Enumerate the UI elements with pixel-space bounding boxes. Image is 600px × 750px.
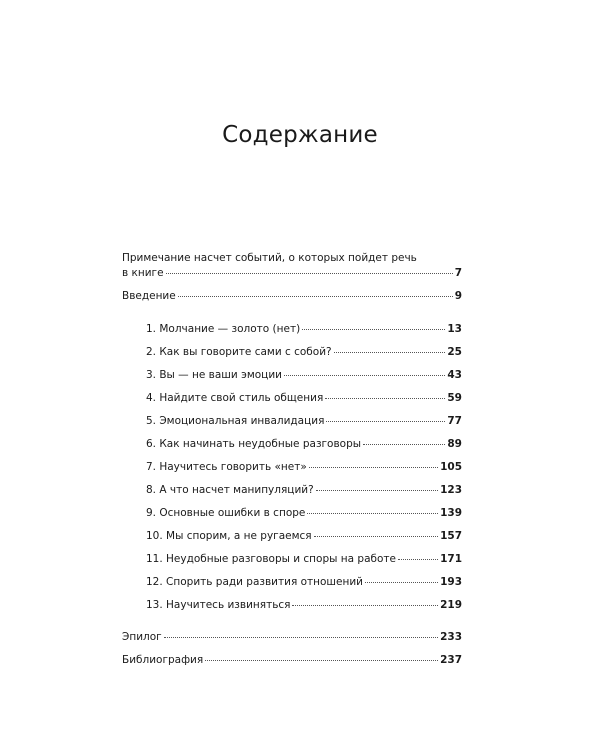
leader-dots bbox=[334, 351, 446, 353]
leader-dots bbox=[164, 636, 438, 638]
toc-entry-chapter-10[interactable] bbox=[146, 530, 462, 543]
toc-entry-chapter-8[interactable] bbox=[146, 484, 462, 497]
toc-entry-page: 9 bbox=[454, 290, 462, 302]
toc-entry-text: 1. Молчание — золото (нет) bbox=[146, 323, 301, 335]
toc-entry-text: Эпилог bbox=[122, 631, 162, 643]
leader-dots bbox=[284, 374, 445, 376]
toc-entry-page: 233 bbox=[440, 631, 462, 643]
toc-entry-text: в книге bbox=[122, 267, 164, 279]
toc-entry-bibliography[interactable] bbox=[122, 654, 462, 667]
toc-entry-page: 123 bbox=[440, 484, 462, 496]
toc-entry-text: 8. А что насчет манипуляций? bbox=[146, 484, 314, 496]
leader-dots bbox=[292, 604, 438, 606]
toc-entry-chapter-7[interactable] bbox=[146, 461, 462, 474]
leader-dots bbox=[166, 272, 453, 274]
leader-dots bbox=[363, 443, 445, 445]
toc-entry-chapter-1[interactable] bbox=[146, 323, 462, 336]
toc-entry-text: 6. Как начинать неудобные разговоры bbox=[146, 438, 362, 450]
toc-entry-text: Библиография bbox=[122, 654, 204, 666]
toc-entry-page: 43 bbox=[447, 369, 462, 381]
toc-entry-chapter-6[interactable] bbox=[146, 438, 462, 451]
toc-entry-chapter-9[interactable] bbox=[146, 507, 462, 520]
toc-entry-page: 13 bbox=[447, 323, 462, 335]
toc-entry-text: 13. Научитесь извиняться bbox=[146, 599, 291, 611]
leader-dots bbox=[178, 295, 453, 297]
toc-entry-page: 171 bbox=[440, 553, 462, 565]
toc-entry-text: 5. Эмоциональная инвалидация bbox=[146, 415, 325, 427]
toc-entry-text: Введение bbox=[122, 290, 176, 302]
leader-dots bbox=[314, 535, 438, 537]
toc-entry-text: 9. Основные ошибки в споре bbox=[146, 507, 306, 519]
toc-entry-page: 139 bbox=[440, 507, 462, 519]
toc-entry-epilogue[interactable] bbox=[122, 631, 462, 644]
toc-entry-note[interactable] bbox=[122, 267, 462, 280]
leader-dots bbox=[205, 659, 438, 661]
toc-entry-introduction[interactable] bbox=[122, 290, 462, 303]
toc-entry-text: 12. Спорить ради развития отношений bbox=[146, 576, 364, 588]
toc-entry-text: 10. Мы спорим, а не ругаемся bbox=[146, 530, 312, 542]
toc-entry-chapter-13[interactable] bbox=[146, 599, 462, 612]
toc-entry-page: 25 bbox=[447, 346, 462, 358]
toc-entry-page: 193 bbox=[440, 576, 462, 588]
leader-dots bbox=[365, 581, 438, 583]
leader-dots bbox=[307, 512, 438, 514]
toc-entry-text: 7. Научитесь говорить «нет» bbox=[146, 461, 307, 473]
toc-entry-text: 2. Как вы говорите сами с собой? bbox=[146, 346, 332, 358]
toc-entry-text: 3. Вы — не ваши эмоции bbox=[146, 369, 282, 381]
toc-entry-page: 77 bbox=[447, 415, 462, 427]
leader-dots bbox=[309, 466, 438, 468]
toc-entry-chapter-11[interactable] bbox=[146, 553, 462, 566]
toc-entry-note-line1: Примечание насчет событий, о которых пойдет речь bbox=[122, 252, 417, 264]
toc-entry-text: 11. Неудобные разговоры и споры на работе bbox=[146, 553, 396, 565]
toc-entry-page: 219 bbox=[440, 599, 462, 611]
leader-dots bbox=[326, 420, 445, 422]
toc-entry-chapter-5[interactable] bbox=[146, 415, 462, 428]
leader-dots bbox=[398, 558, 438, 560]
toc-entry-page: 59 bbox=[447, 392, 462, 404]
leader-dots bbox=[325, 397, 445, 399]
toc-entry-page: 7 bbox=[454, 267, 462, 279]
leader-dots bbox=[316, 489, 438, 491]
toc-entry-page: 105 bbox=[440, 461, 462, 473]
toc-entry-page: 157 bbox=[440, 530, 462, 542]
toc-entry-chapter-3[interactable] bbox=[146, 369, 462, 382]
leader-dots bbox=[302, 328, 445, 330]
toc-entry-page: 237 bbox=[440, 654, 462, 666]
page-title: Содержание bbox=[222, 122, 378, 148]
toc-entry-chapter-4[interactable] bbox=[146, 392, 462, 405]
toc-entry-chapter-2[interactable] bbox=[146, 346, 462, 359]
toc-entry-chapter-12[interactable] bbox=[146, 576, 462, 589]
toc-entry-text: 4. Найдите свой стиль общения bbox=[146, 392, 324, 404]
toc-entry-page: 89 bbox=[447, 438, 462, 450]
